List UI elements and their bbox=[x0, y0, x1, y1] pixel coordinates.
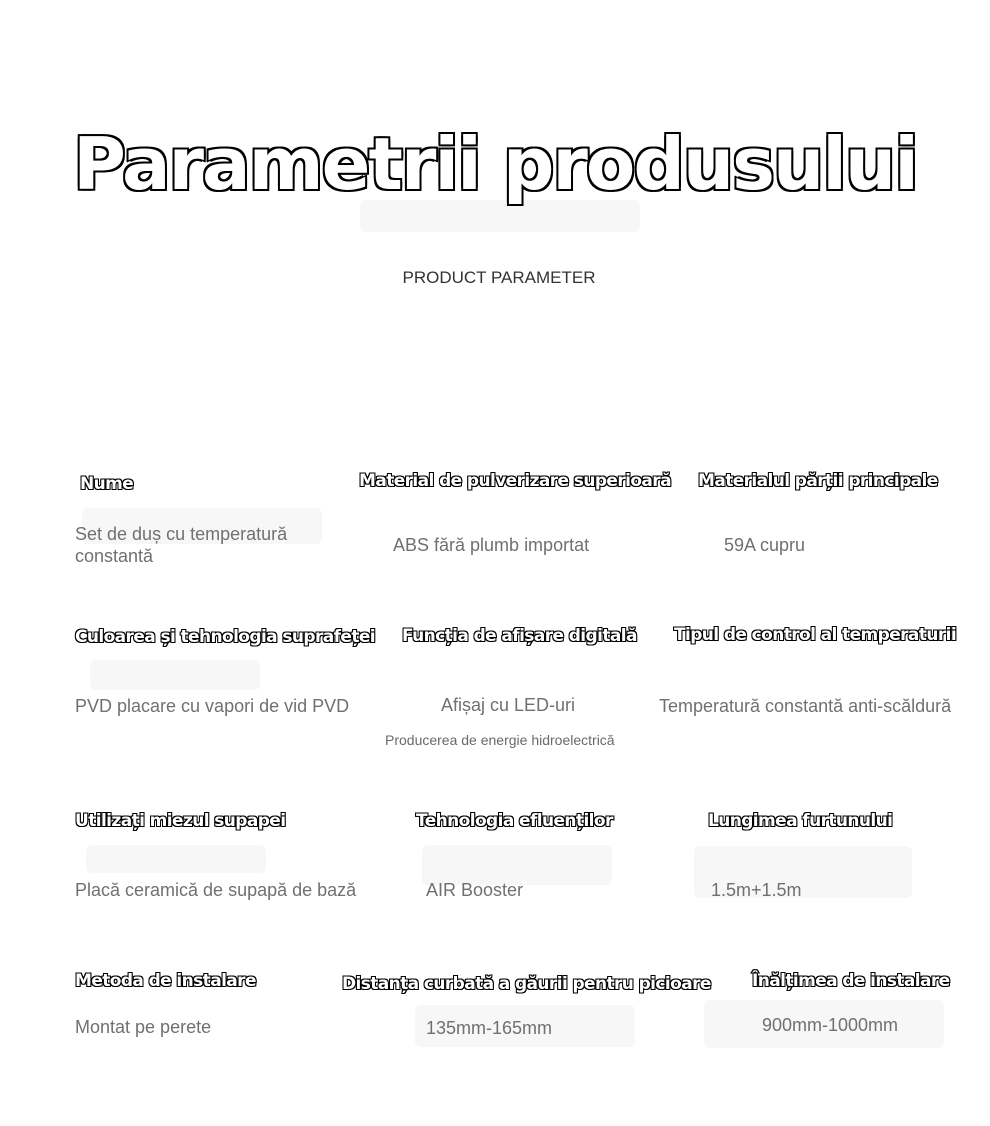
page-title: Parametrii produsului bbox=[73, 122, 917, 206]
param-label-hole-distance: Distanța curbată a găurii pentru picioare bbox=[342, 974, 711, 994]
param-value-name: Set de duș cu temperatură constantă bbox=[75, 524, 288, 566]
param-value-outflow: AIR Booster bbox=[426, 880, 524, 900]
param-label-temp-control: Tipul de control al temperaturii bbox=[674, 625, 957, 645]
param-value-valve-core: Placă ceramică de supapă de bază bbox=[75, 880, 357, 900]
page-subtitle: PRODUCT PARAMETER bbox=[402, 268, 596, 287]
background-smudge bbox=[90, 660, 260, 690]
param-label-name: Nume bbox=[80, 474, 134, 494]
param-value-surface: PVD placare cu vapori de vid PVD bbox=[75, 696, 350, 716]
param-label-body-material: Materialul părții principale bbox=[698, 471, 938, 491]
param-label-install-height: Înălțimea de instalare bbox=[752, 971, 950, 991]
param-label-surface: Culoarea și tehnologia suprafeței bbox=[75, 627, 376, 647]
param-value-temp-control: Temperatură constantă anti-scăldură bbox=[659, 696, 952, 716]
param-value-body-material: 59A cupru bbox=[724, 535, 806, 555]
param-label-valve-core: Utilizați miezul supapei bbox=[75, 811, 286, 831]
param-label-outflow: Tehnologia efluenților bbox=[416, 811, 613, 831]
param-label-display: Funcția de afișare digitală bbox=[402, 626, 637, 646]
param-value-spray-material: ABS fără plumb importat bbox=[393, 535, 590, 555]
param-value-display: Afișaj cu LED-uri bbox=[441, 695, 576, 715]
param-label-hose-length: Lungimea furtunului bbox=[708, 811, 893, 831]
param-label-spray-material: Material de pulverizare superioară bbox=[359, 471, 671, 491]
param-value-install-method: Montat pe perete bbox=[75, 1017, 212, 1037]
background-smudge bbox=[86, 845, 266, 873]
param-value-install-height: 900mm-1000mm bbox=[762, 1015, 899, 1035]
param-label-install-method: Metoda de instalare bbox=[75, 971, 256, 991]
param-note-display: Producerea de energie hidroelectrică bbox=[385, 732, 615, 748]
param-value-hole-distance: 135mm-165mm bbox=[426, 1018, 553, 1038]
param-value-hose-length: 1.5m+1.5m bbox=[711, 880, 802, 900]
